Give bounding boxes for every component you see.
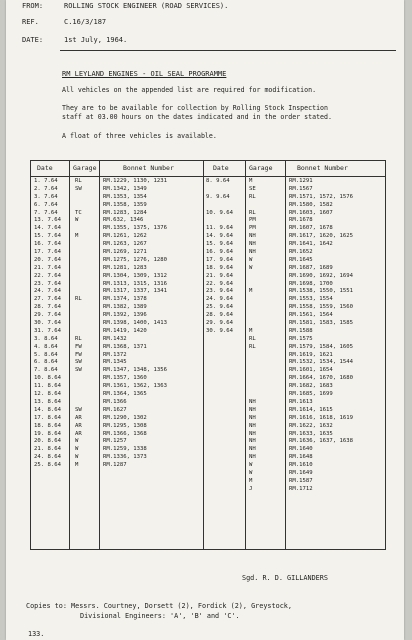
row-date: 10. 8.64: [34, 375, 61, 382]
row-garage: J: [249, 485, 253, 492]
row-date: 9. 9.64: [206, 193, 230, 200]
row-garage: M: [75, 233, 79, 240]
para-collection-1: They are to be available for collection by Rolling Stock Inspection: [62, 104, 328, 112]
row-date: 17. 7.64: [34, 249, 61, 256]
ref-label: REF.: [22, 18, 39, 26]
table-row: [203, 186, 385, 194]
table-row: [31, 186, 203, 194]
row-bonnet: RM.1317, 1337, 1341: [103, 288, 167, 295]
table-row: [31, 202, 203, 210]
table-row: [203, 210, 385, 218]
row-garage: NH: [249, 438, 256, 445]
row-date: 21. 8.64: [34, 446, 61, 453]
row-bonnet: RM.1588: [289, 327, 313, 334]
left-rows: [31, 178, 203, 470]
row-garage: PM: [249, 225, 256, 232]
row-bonnet: RM.1581, 1583, 1585: [289, 320, 353, 327]
header-garage: Garage: [73, 164, 97, 172]
row-garage: SW: [75, 367, 82, 374]
row-bonnet: RM.1603, 1607: [289, 209, 333, 216]
table-row: [31, 320, 203, 328]
row-bonnet: RM.1640: [289, 446, 313, 453]
row-bonnet: RM.1579, 1584, 1605: [289, 343, 353, 350]
table-row: [203, 407, 385, 415]
table-row: [31, 312, 203, 320]
row-date: 22. 7.64: [34, 272, 61, 279]
signature: Sgd. R. D. GILLANDERS: [242, 574, 328, 582]
row-bonnet: RM.1281, 1283: [103, 264, 147, 271]
row-date: 24. 9.64: [206, 296, 233, 303]
row-bonnet: RM.1553, 1554: [289, 296, 333, 303]
table-row: [31, 336, 203, 344]
table-row: [31, 423, 203, 431]
row-garage: FW: [75, 343, 82, 350]
row-bonnet: RM.1571, 1572, 1576: [289, 193, 353, 200]
table-row: [203, 194, 385, 202]
table-row: [203, 288, 385, 296]
row-bonnet: RM.1347, 1348, 1356: [103, 367, 167, 374]
from-value: ROLLING STOCK ENGINEER (ROAD SERVICES).: [64, 2, 229, 10]
row-garage: TC: [75, 209, 82, 216]
row-date: 7. 8.64: [34, 367, 58, 374]
row-date: 10. 9.64: [206, 209, 233, 216]
table-row: [203, 486, 385, 494]
table-row: [203, 462, 385, 470]
table-row: [31, 281, 203, 289]
table-row: [31, 249, 203, 257]
para-collection-2: staff at 03.00 hours on the dates indicated and in the order stated.: [62, 113, 332, 121]
header-date: Date: [37, 164, 53, 172]
row-bonnet: RM.1374, 1378: [103, 296, 147, 303]
para-float: A float of three vehicles is available.: [62, 132, 217, 140]
table-row: [31, 399, 203, 407]
row-date: 21. 7.64: [34, 264, 61, 271]
table-row: [203, 470, 385, 478]
row-bonnet: RM.1336, 1373: [103, 454, 147, 461]
row-date: 31. 7.64: [34, 327, 61, 334]
row-bonnet: RM.1398, 1400, 1413: [103, 320, 167, 327]
table-row: [203, 320, 385, 328]
row-date: 27. 7.64: [34, 296, 61, 303]
row-bonnet: RM.1601, 1654: [289, 367, 333, 374]
row-bonnet: RM.632, 1346: [103, 217, 144, 224]
row-date: 13. 8.64: [34, 398, 61, 405]
row-bonnet: RM.1636, 1637, 1638: [289, 438, 353, 445]
table-row: [203, 178, 385, 186]
table-row: [203, 359, 385, 367]
table-row: [31, 352, 203, 360]
row-bonnet: RM.1685, 1699: [289, 391, 333, 398]
row-date: 3. 8.64: [34, 335, 58, 342]
row-garage: M: [75, 462, 79, 469]
row-date: 17. 8.64: [34, 414, 61, 421]
table-row: [203, 281, 385, 289]
row-garage: PM: [249, 217, 256, 224]
row-garage: W: [75, 217, 79, 224]
row-date: 15. 9.64: [206, 241, 233, 248]
header-bonnet: Bonnet Number: [123, 164, 174, 172]
row-garage: W: [249, 256, 253, 263]
row-bonnet: RM.1432: [103, 335, 127, 342]
table-header: [31, 161, 385, 177]
row-bonnet: RM.1419, 1420: [103, 327, 147, 334]
row-garage: NH: [249, 446, 256, 453]
row-date: 16. 7.64: [34, 241, 61, 248]
row-garage: SE: [249, 185, 256, 192]
row-garage: RL: [249, 335, 256, 342]
table-row: [203, 399, 385, 407]
table-row: [31, 415, 203, 423]
table-row: [31, 288, 203, 296]
row-date: 28. 9.64: [206, 312, 233, 319]
table-row: [203, 249, 385, 257]
table-row: [203, 383, 385, 391]
row-garage: NH: [249, 414, 256, 421]
row-garage: M: [249, 288, 253, 295]
row-bonnet: RM.1283, 1284: [103, 209, 147, 216]
row-bonnet: RM.1368, 1371: [103, 343, 147, 350]
row-bonnet: RM.1690, 1692, 1694: [289, 272, 353, 279]
row-date: 14. 8.64: [34, 406, 61, 413]
table-row: [31, 375, 203, 383]
row-bonnet: RM.1580, 1582: [289, 201, 333, 208]
table-row: [203, 336, 385, 344]
row-garage: NH: [249, 406, 256, 413]
row-bonnet: RM.1261, 1262: [103, 233, 147, 240]
row-bonnet: RM.1532, 1534, 1544: [289, 359, 353, 366]
row-bonnet: RM.1361, 1362, 1363: [103, 383, 167, 390]
row-date: 11. 9.64: [206, 225, 233, 232]
table-row: [31, 438, 203, 446]
row-garage: RL: [75, 296, 82, 303]
row-garage: SW: [75, 359, 82, 366]
row-date: 30. 7.64: [34, 320, 61, 327]
row-bonnet: RM.1392, 1396: [103, 312, 147, 319]
row-garage: W: [75, 438, 79, 445]
table-row: [203, 391, 385, 399]
row-date: 6. 7.64: [34, 201, 58, 208]
ref-value: C.16/3/187: [64, 18, 107, 26]
table-row: [203, 431, 385, 439]
row-bonnet: RM.1607, 1678: [289, 225, 333, 232]
table-row: [31, 367, 203, 375]
table-row: [203, 344, 385, 352]
row-bonnet: RM.1619, 1621: [289, 351, 333, 358]
from-label: FROM:: [22, 2, 44, 10]
table-row: [31, 194, 203, 202]
row-date: 24. 8.64: [34, 454, 61, 461]
table-row: [31, 296, 203, 304]
row-bonnet: RM.1617, 1620, 1625: [289, 233, 353, 240]
row-bonnet: RM.1357, 1360: [103, 375, 147, 382]
row-garage: AR: [75, 414, 82, 421]
table-row: [203, 312, 385, 320]
row-garage: M: [249, 178, 253, 184]
row-garage: W: [249, 264, 253, 271]
row-garage: AR: [75, 430, 82, 437]
table-row: [203, 257, 385, 265]
row-garage: RL: [249, 209, 256, 216]
row-date: 18. 9.64: [206, 264, 233, 271]
row-bonnet: RM.1229, 1130, 1231: [103, 178, 167, 184]
row-date: 29. 9.64: [206, 320, 233, 327]
table-row: [203, 352, 385, 360]
table-row: [31, 383, 203, 391]
row-garage: M: [249, 327, 253, 334]
table-row: [203, 367, 385, 375]
row-bonnet: RM.1682, 1683: [289, 383, 333, 390]
row-bonnet: RM.1627: [103, 406, 127, 413]
table-row: [203, 273, 385, 281]
row-bonnet: RM.1645: [289, 256, 313, 263]
table-row: [203, 446, 385, 454]
table-row: [203, 225, 385, 233]
row-bonnet: RM.1366: [103, 398, 127, 405]
row-date: 14. 7.64: [34, 225, 61, 232]
row-date: 6. 8.64: [34, 359, 58, 366]
memo-title: RM LEYLAND ENGINES - OIL SEAL PROGRAMME: [62, 70, 227, 78]
row-garage: W: [75, 446, 79, 453]
row-date: 18. 8.64: [34, 422, 61, 429]
table-row: [31, 241, 203, 249]
table-row: [203, 478, 385, 486]
row-date: 23. 9.64: [206, 288, 233, 295]
row-bonnet: RM.1567: [289, 185, 313, 192]
row-bonnet: RM.1633, 1635: [289, 430, 333, 437]
table-row: [31, 257, 203, 265]
row-garage: RL: [75, 178, 82, 184]
table-row: [31, 217, 203, 225]
row-garage: W: [75, 454, 79, 461]
schedule-table: [30, 160, 386, 550]
row-bonnet: RM.1616, 1618, 1619: [289, 414, 353, 421]
row-bonnet: RM.1290, 1302: [103, 414, 147, 421]
row-date: 14. 9.64: [206, 233, 233, 240]
table-row: [203, 375, 385, 383]
row-date: 16. 9.64: [206, 249, 233, 256]
para-modification: All vehicles on the appended list are required for modification.: [62, 86, 317, 94]
row-bonnet: RM.1355, 1375, 1376: [103, 225, 167, 232]
row-bonnet: RM.1587: [289, 477, 313, 484]
row-bonnet: RM.1257: [103, 438, 127, 445]
row-date: 29. 7.64: [34, 312, 61, 319]
row-bonnet: RM.1263, 1267: [103, 241, 147, 248]
row-garage: NH: [249, 422, 256, 429]
row-garage: NH: [249, 398, 256, 405]
table-row: [203, 423, 385, 431]
table-row: [203, 296, 385, 304]
table-row: [31, 273, 203, 281]
memo-page: [6, 0, 404, 640]
row-bonnet: RM.1313, 1315, 1316: [103, 280, 167, 287]
table-row: [31, 462, 203, 470]
row-bonnet: RM.1345: [103, 359, 127, 366]
row-bonnet: RM.1648: [289, 454, 313, 461]
table-row: [31, 446, 203, 454]
row-garage: NH: [249, 233, 256, 240]
row-date: 19. 8.64: [34, 430, 61, 437]
row-bonnet: RM.1622, 1632: [289, 422, 333, 429]
row-garage: RL: [249, 343, 256, 350]
table-row: [31, 454, 203, 462]
table-row: [31, 359, 203, 367]
row-date: 25. 8.64: [34, 462, 61, 469]
row-date: 7. 7.64: [34, 209, 58, 216]
row-garage: NH: [249, 241, 256, 248]
row-bonnet: RM.1678: [289, 217, 313, 224]
row-bonnet: RM.1698, 1700: [289, 280, 333, 287]
table-row: [31, 344, 203, 352]
row-bonnet: RM.1610: [289, 462, 313, 469]
table-row: [31, 233, 203, 241]
row-garage: W: [249, 462, 253, 469]
row-garage: AR: [75, 422, 82, 429]
row-garage: NH: [249, 454, 256, 461]
table-row: [31, 178, 203, 186]
row-bonnet: RM.1664, 1670, 1680: [289, 375, 353, 382]
row-bonnet: RM.1287: [103, 462, 127, 469]
table-row: [203, 202, 385, 210]
row-bonnet: RM.1259, 1338: [103, 446, 147, 453]
row-bonnet: RM.1382, 1389: [103, 304, 147, 311]
table-row: [203, 415, 385, 423]
table-row: [31, 391, 203, 399]
row-garage: SW: [75, 406, 82, 413]
header-rule: [60, 50, 396, 51]
copies-line-1: Copies to: Messrs. Courtney, Dorsett (2), Fordick (2), Greystock,: [26, 602, 292, 610]
row-bonnet: RM.1575: [289, 335, 313, 342]
row-bonnet: RM.1295, 1308: [103, 422, 147, 429]
row-bonnet: RM.1291: [289, 178, 313, 184]
page-number: 133.: [28, 630, 45, 638]
table-row: [31, 328, 203, 336]
table-row: [203, 241, 385, 249]
table-row: [31, 210, 203, 218]
header-date-2: Date: [213, 164, 229, 172]
row-bonnet: RM.1614, 1615: [289, 406, 333, 413]
row-date: 12. 8.64: [34, 391, 61, 398]
row-bonnet: RM.1538, 1550, 1551: [289, 288, 353, 295]
table-row: [203, 438, 385, 446]
row-date: 20. 8.64: [34, 438, 61, 445]
row-date: 23. 7.64: [34, 280, 61, 287]
row-date: 17. 9.64: [206, 256, 233, 263]
row-bonnet: RM.1561, 1564: [289, 312, 333, 319]
row-bonnet: RM.1687, 1689: [289, 264, 333, 271]
table-row: [203, 304, 385, 312]
table-row: [203, 328, 385, 336]
row-date: 28. 7.64: [34, 304, 61, 311]
row-date: 11. 8.64: [34, 383, 61, 390]
row-garage: W: [249, 469, 253, 476]
date-label: DATE:: [22, 36, 44, 44]
row-date: 21. 9.64: [206, 272, 233, 279]
row-date: 25. 9.64: [206, 304, 233, 311]
table-row: [31, 431, 203, 439]
table-row: [203, 217, 385, 225]
row-garage: RL: [249, 193, 256, 200]
row-garage: NH: [249, 249, 256, 256]
row-bonnet: RM.1366, 1368: [103, 430, 147, 437]
row-garage: FW: [75, 351, 82, 358]
table-row: [203, 265, 385, 273]
row-garage: RL: [75, 335, 82, 342]
table-row: [31, 304, 203, 312]
row-date: 15. 7.64: [34, 233, 61, 240]
row-bonnet: RM.1353, 1354: [103, 193, 147, 200]
row-bonnet: RM.1364, 1365: [103, 391, 147, 398]
row-bonnet: RM.1641, 1642: [289, 241, 333, 248]
row-date: 4. 8.64: [34, 343, 58, 350]
row-date: 1. 7.64: [34, 178, 58, 184]
row-date: 3. 7.64: [34, 193, 58, 200]
row-garage: SW: [75, 185, 82, 192]
table-row: [31, 225, 203, 233]
row-bonnet: RM.1358, 1359: [103, 201, 147, 208]
row-date: 2. 7.64: [34, 185, 58, 192]
date-value: 1st July, 1964.: [64, 36, 128, 44]
table-row: [203, 454, 385, 462]
table-row: [203, 233, 385, 241]
right-rows: [203, 178, 385, 494]
row-date: 8. 9.64: [206, 178, 230, 184]
row-bonnet: RM.1342, 1349: [103, 185, 147, 192]
row-date: 30. 9.64: [206, 327, 233, 334]
row-bonnet: RM.1269, 1271: [103, 249, 147, 256]
row-date: 13. 7.64: [34, 217, 61, 224]
row-bonnet: RM.1649: [289, 469, 313, 476]
row-date: 5. 8.64: [34, 351, 58, 358]
row-bonnet: RM.1712: [289, 485, 313, 492]
row-bonnet: RM.1304, 1309, 1312: [103, 272, 167, 279]
table-row: [31, 265, 203, 273]
row-bonnet: RM.1275, 1276, 1280: [103, 256, 167, 263]
row-bonnet: RM.1652: [289, 249, 313, 256]
header-garage-2: Garage: [249, 164, 273, 172]
row-bonnet: RM.1372: [103, 351, 127, 358]
row-garage: M: [249, 477, 253, 484]
copies-line-2: Divisional Engineers: 'A', 'B' and 'C'.: [80, 612, 240, 620]
table-row: [31, 407, 203, 415]
row-bonnet: RM.1613: [289, 398, 313, 405]
row-date: 20. 7.64: [34, 256, 61, 263]
row-date: 22. 9.64: [206, 280, 233, 287]
row-garage: NH: [249, 430, 256, 437]
row-bonnet: RM.1558, 1559, 1560: [289, 304, 353, 311]
row-date: 24. 7.64: [34, 288, 61, 295]
header-bonnet-2: Bonnet Number: [297, 164, 348, 172]
